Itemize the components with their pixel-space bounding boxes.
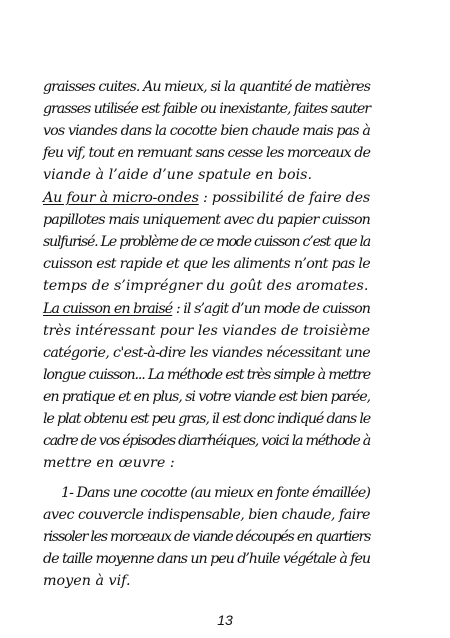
text-line: catégorie, c'est-à-dire les viandes nécessitant une (43, 345, 370, 361)
text-line-lead (43, 298, 370, 320)
text-line: temps de s’imprégner du goût des aromates. (43, 278, 369, 294)
text-line: moyen à vif. (43, 573, 131, 589)
text-line: de taille moyenne dans un peu d’huile végétale à feu (43, 551, 370, 567)
text-line: mettre en œuvre : (43, 455, 175, 471)
text-line: graisses cuites. Au mieux, si la quantité de matières (43, 79, 370, 95)
text-line: papillotes mais uniquement avec du papier cuisson (43, 212, 370, 228)
section-heading-braise: La cuisson en braisé (43, 301, 173, 317)
section-heading-microwave: Au four à micro-ondes (43, 190, 199, 206)
text-line: cuisson est rapide et que les aliments n’ont pas le (43, 256, 370, 272)
lead-rest: : il s’agit d’un mode de cuisson (172, 301, 370, 317)
page-number: 13 (217, 612, 233, 628)
text-line: cadre de vos épisodes diarrhéiques, voici la méthode à (43, 433, 370, 449)
text-line: sulfurisé. Le problème de ce mode cuisson c’est que la (43, 234, 370, 250)
lead-rest: : possibilité de faire des (198, 190, 370, 206)
text-line: 1- Dans une cocotte (au mieux en fonte émaillée) (61, 485, 370, 501)
text-line: rissoler les morceaux de viande découpés en quartiers (43, 529, 370, 545)
text-line: très intéressant pour les viandes de troisième (43, 323, 370, 339)
text-line: longue cuisson... La méthode est très simple à mettre (43, 367, 370, 383)
paragraph-fat-cooking (43, 76, 370, 186)
text-line: vos viandes dans la cocotte bien chaude mais pas à (43, 123, 370, 139)
paragraph-braise (43, 298, 370, 474)
paragraph-microwave (43, 187, 370, 297)
text-line: le plat obtenu est peu gras, il est donc indiqué dans le (43, 411, 370, 427)
text-line: feu vif, tout en remuant sans cesse les morceaux de (43, 145, 370, 161)
text-line: viande à l’aide d’une spatule en bois. (43, 167, 313, 183)
text-line: avec couvercle indispensable, bien chaude, faire (43, 507, 370, 523)
text-line-lead (43, 187, 370, 209)
paragraph-step-1 (43, 482, 370, 592)
text-line: grasses utilisée est faible ou inexistante, faites sauter (43, 101, 370, 117)
text-line: en pratique et en plus, si votre viande est bien parée, (43, 389, 370, 405)
